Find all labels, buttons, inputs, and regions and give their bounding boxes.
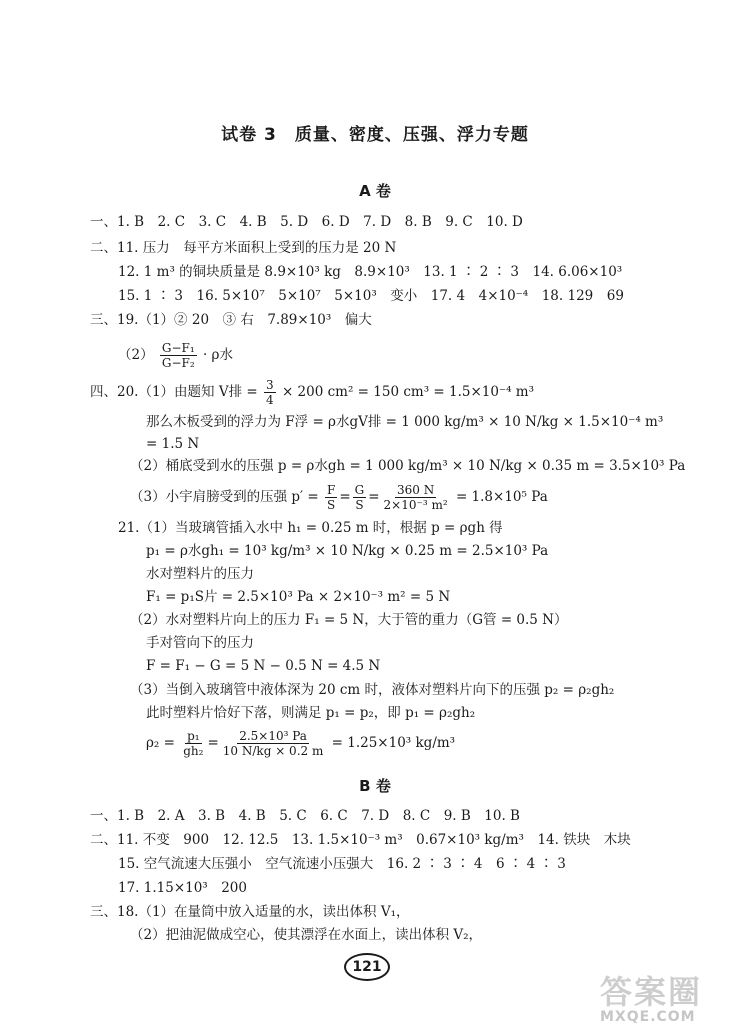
fraction-f-over-s — [325, 483, 337, 512]
a-line-7-prefix: 四、20.（1）由题知 V排 = — [90, 384, 258, 400]
a-line-19: （3）当倒入玻璃管中液体深为 20 cm 时，液体对塑料片向下的压强 p₂ = ρ₂gh₂ — [130, 682, 615, 698]
page-title: 试卷 3 质量、密度、压强、浮力专题 — [221, 125, 529, 145]
fraction-denominator: 2×10⁻³ m² — [383, 498, 448, 512]
a-line-3: 12. 1 m³ 的铜块质量是 8.9×10³ kg 8.9×10³ 13. 1 ∶ 2 ∶ 3 14. 6.06×10³ — [118, 264, 623, 280]
a-line-20: 此时塑料片恰好下落，则满足 p₁ = p₂，即 p₁ = ρ₂gh₂ — [146, 705, 476, 721]
fraction-denominator: G−F₂ — [161, 356, 195, 370]
a-line-7-fraction — [264, 378, 276, 407]
watermark-text: 答案圈 — [600, 973, 703, 1011]
section-b-heading: B 卷 — [359, 777, 391, 795]
fraction-numerator: G — [354, 483, 365, 497]
a-line-6 — [118, 338, 233, 372]
fraction-denominator: 10 N/kg × 0.2 m — [222, 744, 324, 758]
b-line-4: 17. 1.15×10³ 200 — [118, 880, 247, 896]
a-line-10: （2）桶底受到水的压强 p = ρ水gh = 1 000 kg/m³ × 10 N/kg × 0.35 m = 3.5×10³ Pa — [130, 458, 686, 474]
page-number: 121 — [344, 953, 390, 981]
fraction-g-over-s — [353, 483, 367, 512]
a-line-11-prefix: （3）小宇肩膀受到的压强 p′ = — [130, 489, 319, 505]
section-a-heading: A 卷 — [359, 182, 391, 200]
fraction-numerator: 2.5×10³ Pa — [239, 729, 307, 743]
a-line-12: 21.（1）当玻璃管插入水中 h₁ = 0.25 m 时，根据 p = ρgh 得 — [118, 520, 503, 536]
b-line-6: （2）把油泥做成空心，使其漂浮在水面上，读出体积 V₂， — [130, 927, 483, 943]
fraction-values — [221, 729, 326, 758]
fraction-denominator: S — [327, 498, 336, 512]
b-line-1: 一、1. B 2. A 3. B 4. B 5. C 6. C 7. D 8. C 9. B 10. B — [90, 808, 520, 824]
fraction-denominator: 4 — [266, 393, 274, 407]
a-line-13: p₁ = ρ水gh₁ = 10³ kg/m³ × 10 N/kg × 0.25 m = 2.5×10³ Pa — [146, 543, 549, 559]
a-line-1: 一、1. B 2. C 3. C 4. B 5. D 6. D 7. D 8. B 9. C 10. D — [90, 214, 523, 230]
a-line-8: 那么木板受到的浮力为 F浮 = ρ水gV排 = 1 000 kg/m³ × 10 N/kg × 1.5×10⁻⁴ m³ — [146, 414, 664, 430]
a-line-11: （3）小宇肩膀受到的压强 p′ = $\frac{F}{S}$ = $\frac{G}{S}$ = $\frac{360 N}{\text{2×10⁻³ m²}}$ = 1.8×10⁵ Pa — [130, 483, 548, 512]
fraction-numerator: 3 — [266, 378, 274, 392]
a-line-6-suffix: · ρ水 — [202, 347, 233, 363]
b-line-5: 三、18.（1）在量筒中放入适量的水，读出体积 V₁， — [90, 904, 410, 920]
a-line-15: F₁ = p₁S片 = 2.5×10³ Pa × 2×10⁻³ m² = 5 N — [146, 589, 451, 605]
a-line-6-prefix: （2） — [118, 347, 154, 363]
watermark-url: MXQE.COM — [600, 1009, 696, 1025]
fraction-numerator: G−F₁ — [161, 341, 195, 355]
fraction-numerator: 360 N — [396, 483, 435, 497]
b-line-2: 二、11. 不变 900 12. 12.5 13. 1.5×10⁻³ m³ 0.67×10³ kg/m³ 14. 铁块 木块 — [90, 832, 631, 848]
a-line-7-suffix: × 200 cm² = 150 cm³ = 1.5×10⁻⁴ m³ — [281, 384, 534, 400]
a-line-6-fraction — [160, 341, 197, 370]
a-line-14: 水对塑料片的压力 — [146, 566, 254, 582]
fraction-numerator: F — [327, 483, 336, 497]
fraction-values — [382, 483, 450, 512]
a-line-9: = 1.5 N — [146, 436, 200, 452]
a-line-4: 15. 1 ∶ 3 16. 5×10⁷ 5×10⁷ 5×10³ 变小 17. 4 4×10⁻⁴ 18. 129 69 — [118, 288, 624, 304]
a-line-2: 二、11. 压力 每平方米面积上受到的压力是 20 N — [90, 240, 397, 256]
a-line-16: （2）水对塑料片向上的压力 F₁ = 5 N，大于管的重力（G管 = 0.5 N） — [130, 612, 568, 628]
a-line-7 — [90, 375, 534, 409]
b-line-3: 15. 空气流速大压强小 空气流速小压强大 16. 2 ∶ 3 ∶ 4 6 ∶ 4 ∶ 3 — [118, 856, 566, 872]
fraction-p-over-gh — [181, 729, 205, 758]
a-line-17: 手对管向下的压力 — [146, 635, 254, 651]
a-line-21-suffix: = 1.25×10³ kg/m³ — [331, 735, 456, 751]
fraction-denominator: S — [355, 498, 364, 512]
a-line-5: 三、19.（1）② 20 ③ 右 7.89×10³ 偏大 — [90, 312, 372, 328]
a-line-21: ρ₂ = $\frac{\text{p₁}}{\text{gh₂}}$ = $\frac{\text{2.5×10³ Pa}}{10 N/kg \times 0.2 m}$ = 1.25×10³ kg/m³ — [146, 729, 456, 758]
fraction-numerator: p₁ — [187, 729, 200, 743]
a-line-18: F = F₁ − G = 5 N − 0.5 N = 4.5 N — [146, 658, 381, 674]
a-line-21-prefix: ρ₂ = — [146, 735, 175, 751]
watermark-logo — [600, 975, 740, 1030]
a-line-11-suffix: = 1.8×10⁵ Pa — [455, 489, 548, 505]
fraction-denominator: gh₂ — [183, 744, 204, 758]
